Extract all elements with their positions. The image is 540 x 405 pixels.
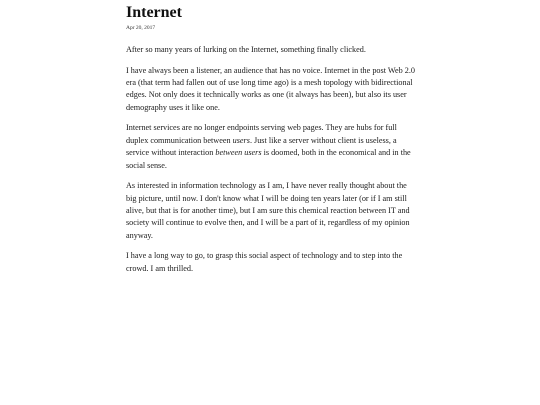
paragraph-text: I have a long way to go, to grasp this social aspect of technology and to step into the crowd. I am thrilled.: [126, 251, 403, 273]
paragraph-text: Internet services are no longer endpoints serving web pages. They are hubs for full duplex communication between: [126, 123, 397, 145]
emphasis-text: between users: [215, 148, 262, 158]
emphasis-text: users: [232, 135, 250, 145]
blog-post: [126, 0, 416, 283]
paragraph: [126, 180, 416, 242]
post-title: Internet: [126, 4, 182, 21]
paragraph: [126, 65, 416, 115]
post-date: Apr 20, 2017: [126, 25, 156, 31]
paragraph-text: As interested in information technology as I am, I have never really thought about the big picture, until now. I don't know what I will be doing ten years later (or if I am still alive, but that is for another time), but I am sure this chemical reaction between IT and society will continue to evolve then, and I will be a part of it, regardless of my opinion anyway.: [126, 181, 410, 240]
paragraph: [126, 250, 416, 275]
paragraph-text: is doomed, both in the economical and in the social sense.: [126, 148, 411, 170]
paragraph: [126, 44, 416, 56]
paragraph-text: I have always been a listener, an audience that has no voice. Internet in the post Web 2.0 era (that term had fallen out of use long time ago) is a mesh topology with bidirectional edges. Not only does it technically works as one (it always has been), but also its user demography uses it like one.: [126, 65, 415, 112]
paragraph-text: . Just like a server without client is useless, a service without interaction: [126, 135, 397, 158]
paragraph: [126, 122, 416, 172]
paragraph-text: After so many years of lurking on the Internet, something finally clicked.: [126, 45, 366, 54]
